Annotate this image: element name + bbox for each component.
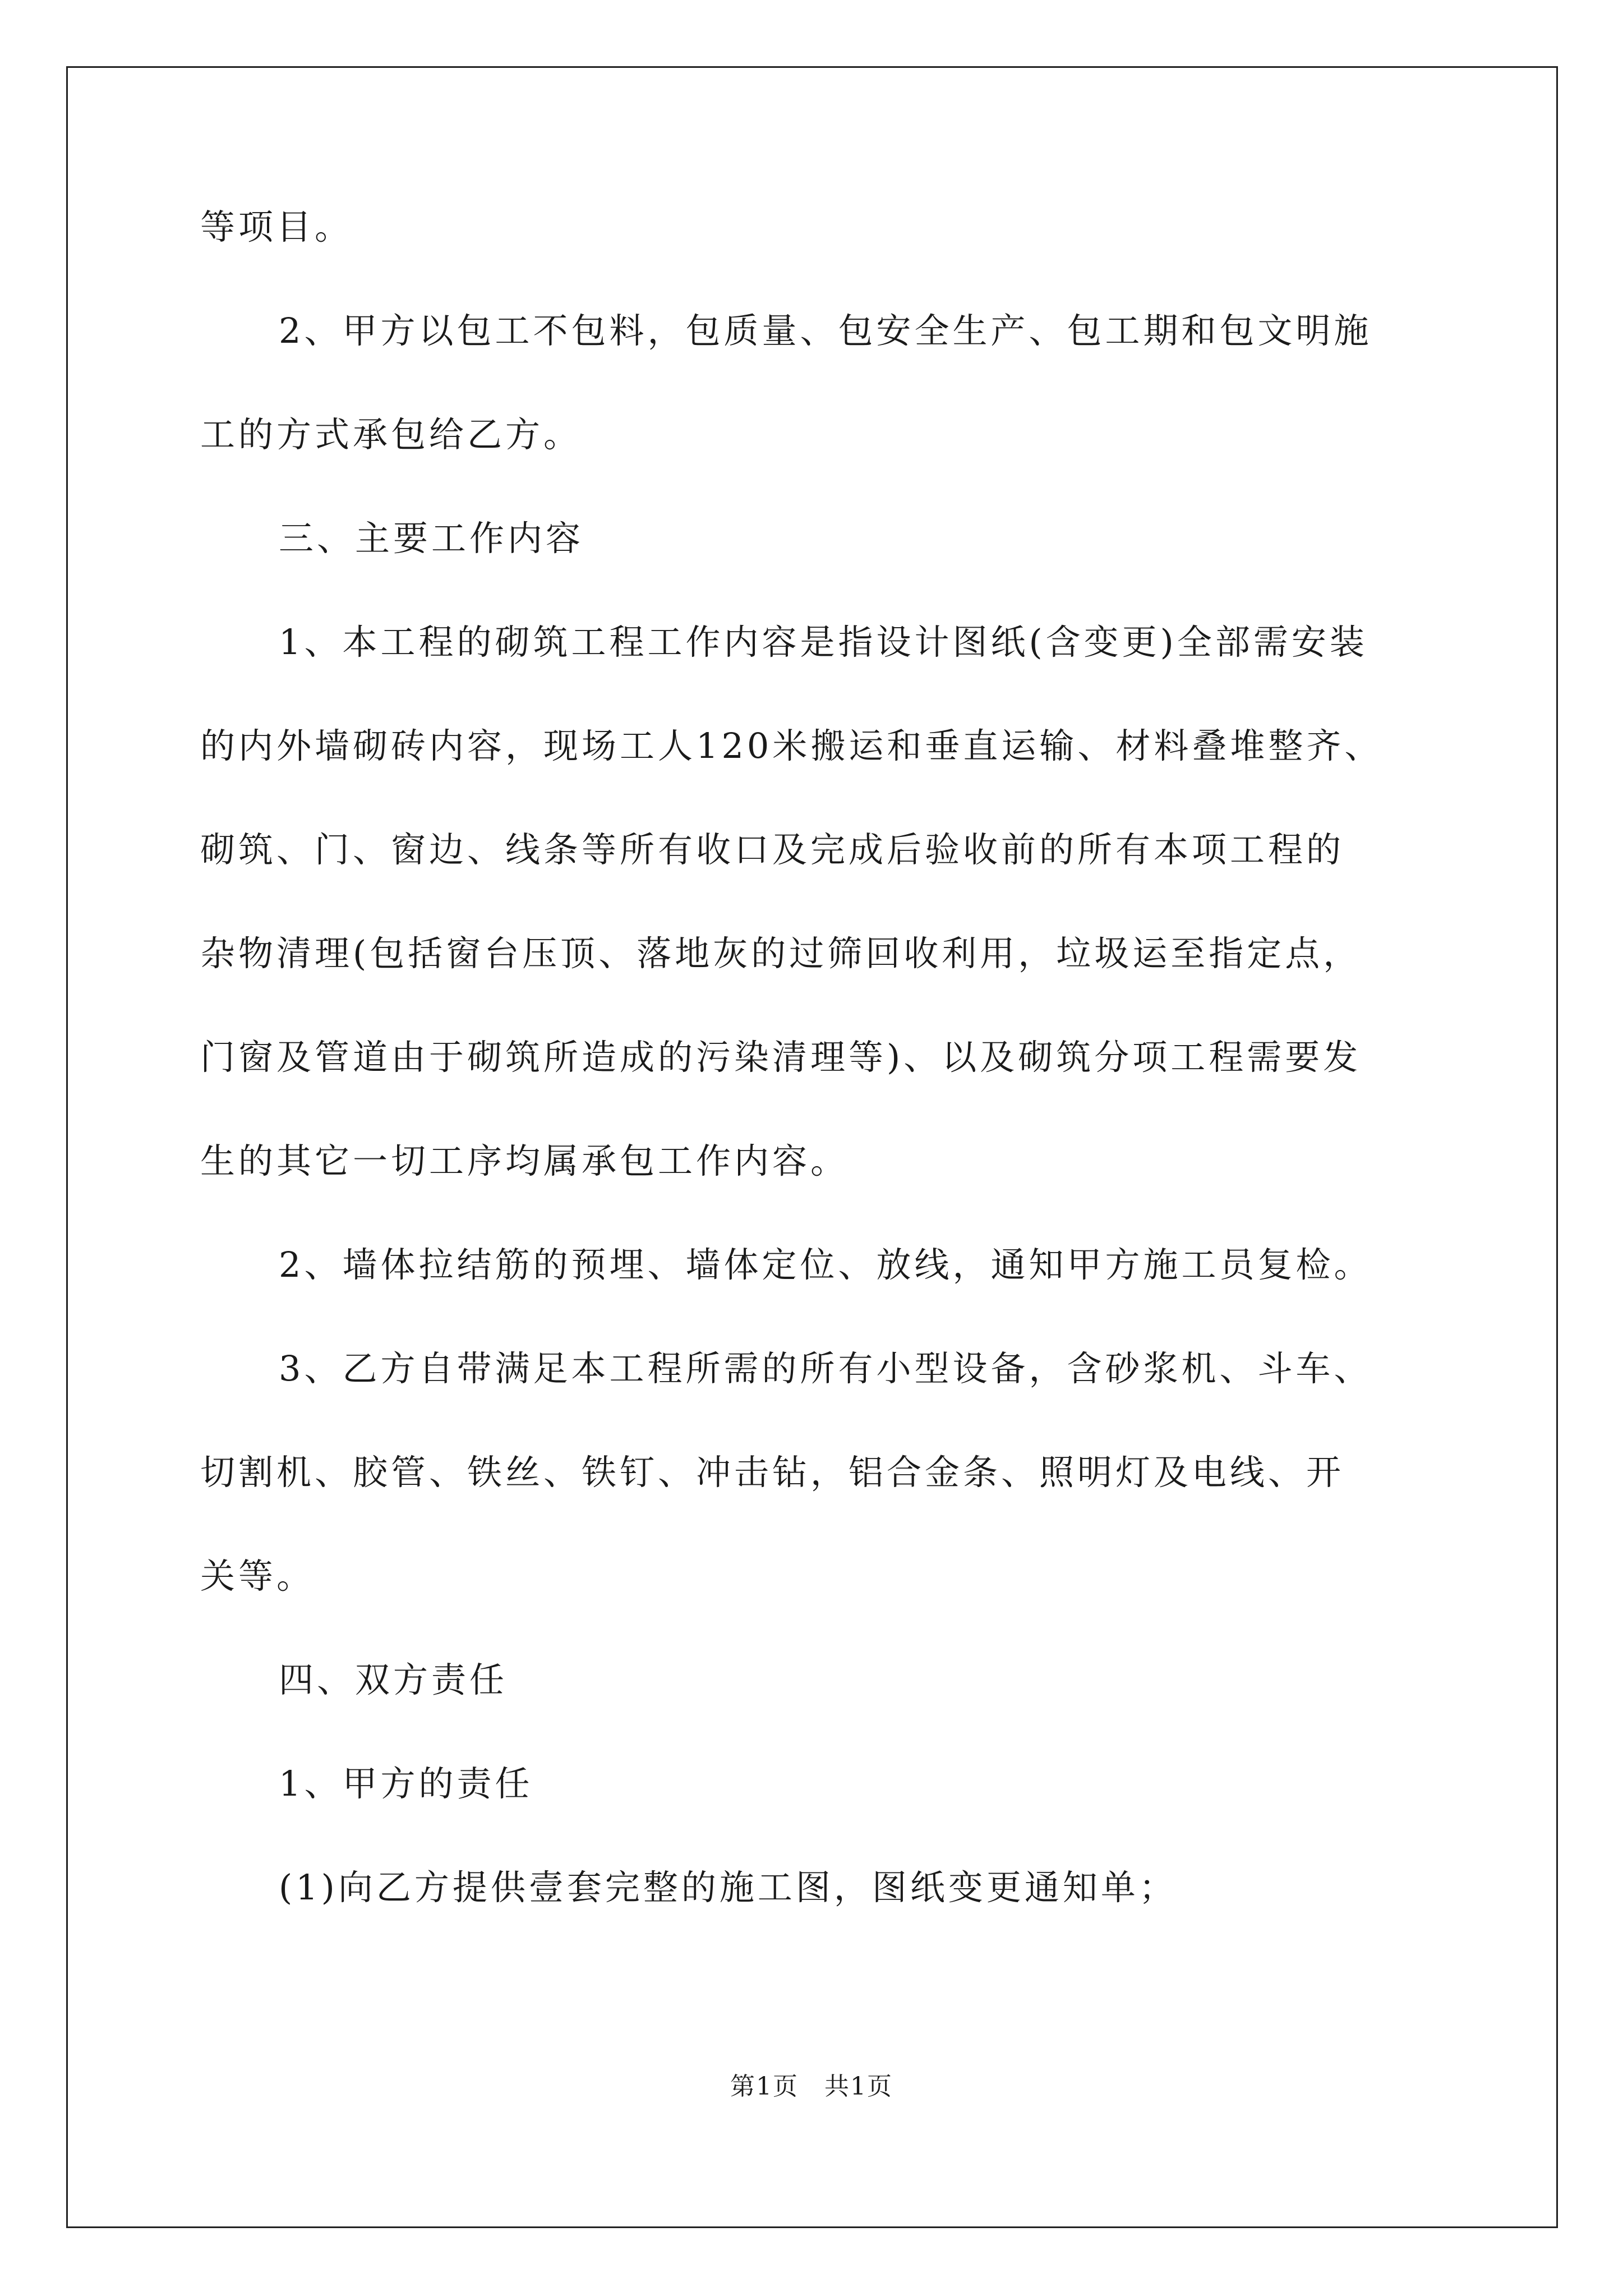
text-line-12: 3、乙方自带满足本工程所需的所有小型设备，含砂浆机、斗车、 bbox=[279, 1348, 1372, 1389]
text-line-10: 生的其它一切工序均属承包工作内容。 bbox=[200, 1140, 849, 1181]
section-heading-3: 三、主要工作内容 bbox=[279, 518, 584, 559]
text-line-1: 等项目。 bbox=[200, 206, 353, 247]
section-heading-4: 四、双方责任 bbox=[279, 1659, 508, 1700]
text-line-2: 2、甲方以包工不包料，包质量、包安全生产、包工期和包文明施 bbox=[279, 310, 1372, 351]
text-line-8: 杂物清理(包括窗台压顶、落地灰的过筛回收利用，垃圾运至指定点， bbox=[200, 933, 1362, 974]
text-line-11: 2、墙体拉结筋的预埋、墙体定位、放线，通知甲方施工员复检。 bbox=[279, 1244, 1372, 1285]
text-line-13: 切割机、胶管、铁丝、铁钉、冲击钻，铝合金条、照明灯及电线、开 bbox=[200, 1452, 1345, 1493]
text-line-17: (1)向乙方提供壹套完整的施工图，图纸变更通知单； bbox=[279, 1867, 1177, 1908]
text-line-7: 砌筑、门、窗边、线条等所有收口及完成后验收前的所有本项工程的 bbox=[200, 829, 1345, 870]
text-line-5: 1、本工程的砌筑工程工作内容是指设计图纸(含变更)全部需安装 bbox=[279, 622, 1368, 662]
text-line-6: 的内外墙砌砖内容，现场工人120米搬运和垂直运输、材料叠堆整齐、 bbox=[200, 725, 1383, 766]
subheading-party-a: 1、甲方的责任 bbox=[279, 1763, 533, 1804]
page-number-footer: 第1页 共1页 bbox=[730, 2072, 893, 2101]
text-line-9: 门窗及管道由于砌筑所造成的污染清理等)、以及砌筑分项工程需要发 bbox=[200, 1037, 1362, 1078]
text-line-14: 关等。 bbox=[200, 1556, 315, 1596]
text-line-3: 工的方式承包给乙方。 bbox=[200, 414, 582, 455]
